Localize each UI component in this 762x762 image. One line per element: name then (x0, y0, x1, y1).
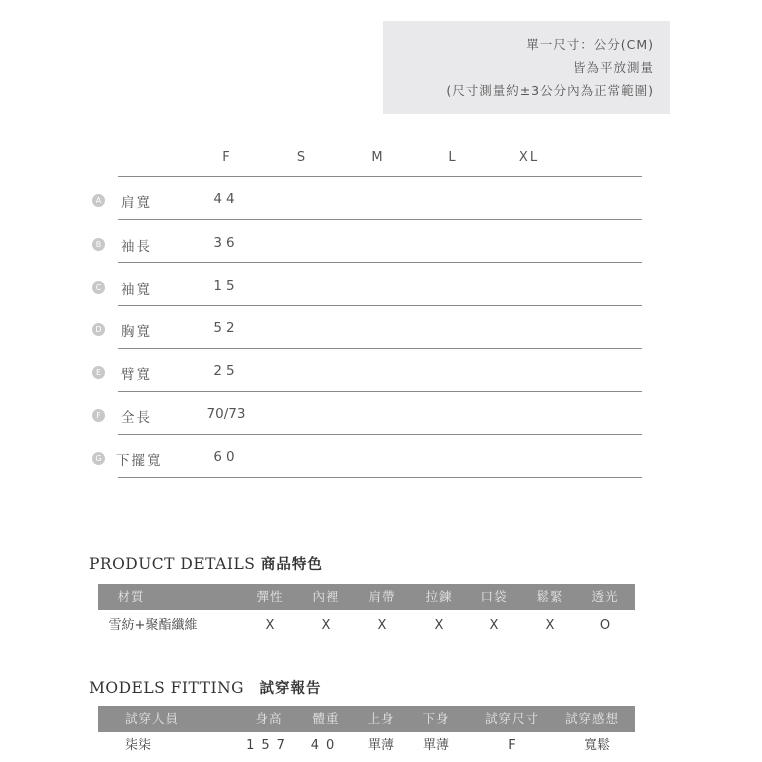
size-row-sleeve-length (0, 235, 762, 255)
row-badge: C (92, 281, 105, 294)
value-height: 157 (246, 738, 292, 753)
header-transparency: 透光 (591, 589, 619, 604)
title-zh: 商品特色 (260, 557, 323, 573)
size-col-l: L (448, 150, 458, 165)
size-col-s: S (296, 150, 308, 165)
note-tolerance: (尺寸測量約±3公分內為正常範圍) (446, 83, 654, 98)
size-header-row (0, 150, 762, 170)
row-value-f: 44 (213, 191, 239, 207)
row-badge: B (92, 238, 105, 251)
value-pockets: X (489, 618, 499, 633)
value-size-worn: F (508, 738, 516, 753)
measurement-note (383, 21, 670, 114)
value-zipper: X (434, 618, 444, 633)
header-straps: 肩帶 (368, 589, 396, 604)
row-label: 胸寬 (121, 324, 152, 340)
header-bottom: 下身 (422, 711, 450, 726)
product-details-header (98, 584, 635, 610)
row-label: 全長 (121, 410, 152, 426)
size-col-m: M (371, 150, 385, 165)
header-height: 身高 (255, 711, 283, 726)
row-badge: F (92, 409, 105, 422)
size-row-shoulder (0, 191, 762, 211)
header-material: 材質 (117, 589, 145, 604)
value-top: 單薄 (367, 738, 395, 753)
row-value-f: 70/73 (206, 406, 246, 422)
size-row-hem (0, 449, 762, 469)
row-label: 臂寬 (121, 367, 152, 383)
row-badge: A (92, 194, 105, 207)
size-row-length (0, 406, 762, 426)
models-fitting-title (89, 677, 322, 698)
product-details-title (89, 553, 323, 574)
row-label: 肩寬 (121, 195, 152, 211)
row-label: 袖長 (121, 239, 152, 255)
row-badge: G (92, 452, 105, 465)
header-size-worn: 試穿尺寸 (484, 711, 540, 726)
size-col-xl: XL (518, 150, 540, 165)
row-value-f: 52 (213, 320, 239, 336)
value-material: 雪紡+聚酯纖維 (108, 618, 198, 633)
size-row-chest (0, 320, 762, 340)
size-table-divider (118, 434, 642, 435)
row-value-f: 60 (213, 449, 239, 465)
value-transparency: O (599, 618, 611, 633)
title-zh: 試穿報告 (259, 681, 322, 697)
note-unit: 單一尺寸：公分(CM) (526, 37, 654, 52)
size-col-f: F (222, 150, 232, 165)
header-weight: 體重 (312, 711, 340, 726)
header-zipper: 拉鍊 (425, 589, 453, 604)
title-en: PRODUCT DETAILS (89, 555, 256, 573)
models-fitting-row (98, 735, 635, 757)
row-value-f: 25 (213, 363, 239, 379)
header-lining: 內裡 (312, 589, 340, 604)
note-method: 皆為平放測量 (572, 60, 654, 75)
title-en: MODELS FITTING (89, 679, 245, 697)
row-value-f: 36 (213, 235, 239, 251)
size-table-divider (118, 391, 642, 392)
size-table-divider (118, 219, 642, 220)
value-lining: X (321, 618, 331, 633)
value-bottom: 單薄 (422, 738, 450, 753)
row-label: 下擺寬 (116, 453, 163, 469)
size-table-divider (118, 477, 642, 478)
row-badge: E (92, 366, 105, 379)
value-waistband: X (545, 618, 555, 633)
value-elasticity: X (265, 618, 275, 633)
header-waistband: 鬆緊 (536, 589, 564, 604)
size-row-arm (0, 363, 762, 383)
size-table-divider (118, 262, 642, 263)
value-weight: 40 (310, 738, 342, 753)
row-label: 袖寬 (121, 282, 152, 298)
value-feedback: 寬鬆 (583, 738, 611, 753)
header-model: 試穿人員 (124, 711, 180, 726)
header-pockets: 口袋 (480, 589, 508, 604)
size-table-divider (118, 176, 642, 177)
header-elasticity: 彈性 (256, 589, 284, 604)
size-row-sleeve-width (0, 278, 762, 298)
product-details-row (98, 615, 635, 637)
header-top: 上身 (367, 711, 395, 726)
header-feedback: 試穿感想 (564, 711, 620, 726)
size-table-divider (118, 348, 642, 349)
value-model: 柒柒 (124, 738, 152, 753)
models-fitting-header (98, 706, 635, 732)
value-straps: X (377, 618, 387, 633)
row-badge: D (92, 323, 105, 336)
size-table-divider (118, 305, 642, 306)
row-value-f: 15 (213, 278, 239, 294)
